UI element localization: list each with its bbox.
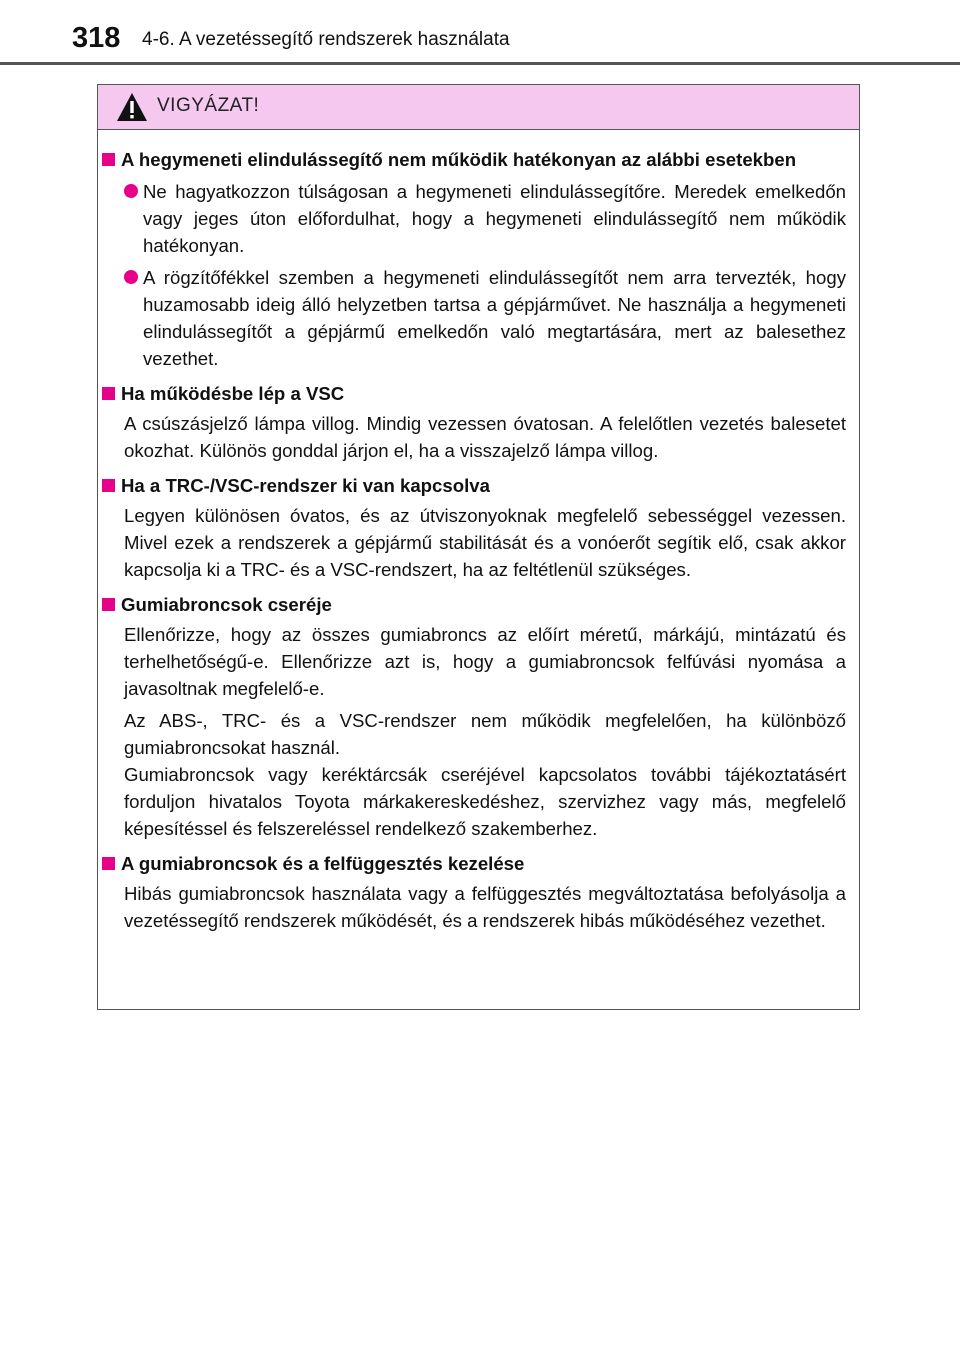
section-paragraph: Ellenőrizze, hogy az összes gumiabroncs az előírt méretű, márkájú, mintázatú és terhelhetőségű-e. Ellenőrizze azt is, hogy a gumiabroncsok felfúvási nyomása a javasoltnak megfelelő-e.: [124, 624, 846, 699]
section-paragraph: A csúszásjelző lámpa villog. Mindig vezessen óvatosan. A felelőtlen vezetés balesetet okozhat. Különös gonddal járjon el, ha a visszajelző lámpa villog.: [124, 413, 846, 461]
warning-triangle-icon: [116, 92, 148, 122]
round-bullet-icon: [124, 184, 138, 198]
page-number: 318: [72, 22, 121, 54]
square-bullet-icon: [102, 387, 115, 400]
caution-box: [97, 84, 860, 1010]
section-heading: A gumiabroncsok és a felfüggesztés kezelése: [98, 850, 846, 877]
square-bullet-icon: [102, 153, 115, 166]
square-bullet-icon: [102, 479, 115, 492]
section-paragraph: Hibás gumiabroncsok használata vagy a felfüggesztés megváltoztatása befolyásolja a vezetéssegítő rendszerek működését, és a rendszerek hibás működéséhez vezethet.: [124, 883, 846, 931]
section-title: 4-6. A vezetéssegítő rendszerek használata: [142, 29, 510, 50]
caution-label: VIGYÁZAT!: [157, 95, 260, 116]
section-heading: A hegymeneti elindulássegítő nem működik hatékonyan az alábbi esetekben: [98, 146, 846, 173]
section-paragraph: Az ABS-, TRC- és a VSC-rendszer nem működik megfelelően, ha különböző gumiabroncsokat használ.: [124, 710, 846, 758]
caution-content: [98, 131, 858, 934]
bullet-item: A rögzítőfékkel szemben a hegymeneti elindulássegítőt nem arra tervezték, hogy huzamosabb ideig álló helyzetben tartsa a gépjárművet. Ne használja a hegymeneti elindulássegítőt a gépjármű emelkedőn való megtartására, mert az balesethez vezethet.: [98, 264, 846, 372]
section-heading: Ha a TRC-/VSC-rendszer ki van kapcsolva: [98, 472, 846, 499]
caution-header: [98, 85, 859, 130]
section-heading: Gumiabroncsok cseréje: [98, 591, 846, 618]
round-bullet-icon: [124, 270, 138, 284]
page-header: [0, 0, 960, 68]
bullet-item: Ne hagyatkozzon túlságosan a hegymeneti elindulássegítőre. Meredek emelkedőn vagy jeges úton előfordulhat, hogy a hegymeneti elindulássegítő nem működik hatékonyan.: [98, 178, 846, 259]
square-bullet-icon: [102, 598, 115, 611]
section-paragraph: Gumiabroncsok vagy keréktárcsák cseréjével kapcsolatos további tájékoztatásért forduljon hivatalos Toyota márkakereskedéshez, szervizhez vagy más, megfelelő képesítéssel és felszereléssel rendelkező szakemberhez.: [124, 764, 846, 839]
section-paragraph: Legyen különösen óvatos, és az útviszonyoknak megfelelő sebességgel vezessen. Mivel ezek a rendszerek a gépjármű stabilitását és a vonóerőt segítik elő, csak akkor kapcsolja ki a TRC- és a VSC-rendszert, ha az feltétlenül szükséges.: [124, 505, 846, 580]
section-heading: Ha működésbe lép a VSC: [98, 380, 846, 407]
square-bullet-icon: [102, 857, 115, 870]
header-rule: [0, 62, 960, 65]
